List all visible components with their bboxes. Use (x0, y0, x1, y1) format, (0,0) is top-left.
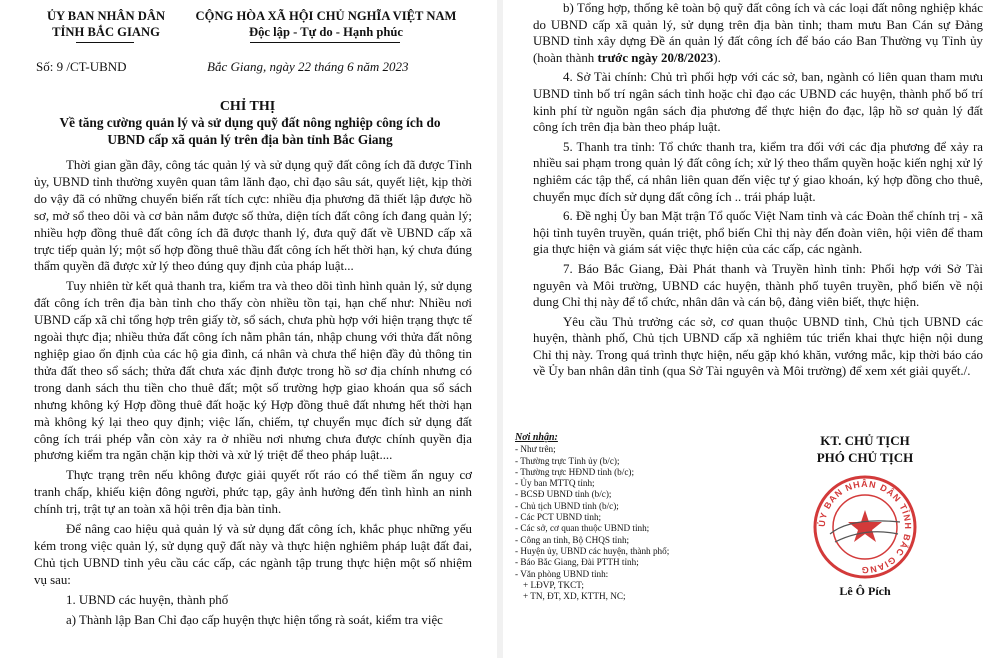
recipients-block (515, 432, 715, 602)
recipient-item: - Văn phòng UBND tỉnh: (515, 568, 609, 579)
paragraph: Yêu cầu Thủ trưởng các sở, cơ quan thuộc UBND tỉnh, Chủ tịch UBND các huyện, thành phố, Chủ tịch UBND cấp xã nghiêm túc triển khai thực hiện nội dung Chỉ thị này. Trong quá trình thực hiện, nếu gặp khó khăn, vướng mắc, kịp thời báo cáo về Ủy ban nhân dân tỉnh (qua Sở Tài nguyên và Môi trường) để xem xét giải quyết./. (533, 314, 983, 379)
recipient-item: - Thường trực HĐND tỉnh (b/c); (515, 466, 635, 477)
right-page (505, 0, 1000, 658)
document-subject: Về tăng cường quản lý và sử dụng quỹ đất nông nghiệp công ích do UBND cấp xã quản lý trên địa bàn tỉnh Bắc Giang (59, 115, 441, 147)
paragraph: Để nâng cao hiệu quả quản lý và sử dụng đất công ích, khắc phục những yếu kém trong việc quản lý, sử dụng quỹ đất này và thực hiện nghiêm pháp luật đất đai, Chủ tịch UBND tỉnh yêu cầu các cấp, các ngành tập trung thực hiện một số nhiệm vụ sau: (34, 522, 472, 587)
document-type: CHỈ THỊ (219, 99, 276, 114)
recipient-item: - Các PCT UBND tỉnh; (515, 512, 602, 523)
sign-title-1: KT. CHỦ TỊCH (820, 433, 910, 448)
paragraph: 1. UBND các huyện, thành phố (66, 592, 229, 607)
national-header (176, 8, 476, 40)
recipients-title: Nơi nhận: (515, 432, 558, 443)
left-body (34, 157, 472, 631)
paragraph: Thực trạng trên nếu không được giải quyết rốt ráo có thể tiềm ẩn nguy cơ tranh chấp, khiếu kiện đông người, phức tạp, gây ảnh hưởng đến tình hình an ninh chính trị, trật tự an toàn xã hội trên địa bàn tỉnh. (34, 468, 472, 517)
document-number: Số: 9 /CT-UBND (36, 59, 127, 74)
recipient-item: - BCSĐ UBND tỉnh (b/c); (515, 489, 612, 500)
paragraph: Thời gian gần đây, công tác quản lý và sử dụng quỹ đất công ích đã được Tỉnh ủy, UBND tỉnh thường xuyên quan tâm lãnh đạo, chỉ đạo sâu sát, quyết liệt, kịp thời do vậy đã có những chuyển biến rất tích cực: nhiều địa phương đã thiết lập được hồ sơ, mở sổ theo dõi và cơ bản nắm được số thửa, diện tích đất công ích đang quản lý; nhiều hợp đồng thuê đất công ích đã được thanh lý, đưa quỹ đất về UBND cấp xã trực tiếp quản lý; một số hợp đồng thuê thầu đất công ích hết thời hạn, ký chưa đúng thẩm quyền đã được xử lý theo đúng quy định của pháp luật... (34, 158, 472, 274)
right-body (533, 0, 983, 383)
paragraph: Tuy nhiên từ kết quả thanh tra, kiểm tra và theo dõi tình hình quản lý, sử dụng đất công ích trên địa bàn tỉnh cho thấy còn nhiều tồn tại, hạn chế như: Nhiều nơi UBND cấp xã chỉ tổng hợp trên giấy tờ, sổ sách, chưa phù hợp với hiện trạng thực tế ngoài thực địa; nhiều thửa đất công ích nằm phân tán, nhập chung với thửa đất nông nghiệp giao ổn định của các hộ gia đình, cá nhân và chưa thể hiện đầy đủ thông tin thửa đất theo sổ sách; thửa đất chưa xác định được trong hồ sơ địa chính nhưng có trong danh sách thu tiền cho thuê đất; một số trường hợp giao khoán qua sổ sách nhưng không ký Hợp đồng thuê đất hoặc ký Hợp đồng thuê đất nhưng hết thời hạn mà không ký lại theo quy định; việc lấn, chiếm, tự chuyển mục đích sử dụng đất công ích trái phép vẫn còn xảy ra ở nhiều nơi nhưng chưa được chính quyền địa phương kiểm tra ngăn chặn kịp thời và xử lý triệt để theo pháp luật.... (34, 279, 472, 463)
recipient-item: + LĐVP, TKCT; (523, 579, 584, 590)
issuer-line2: TỈNH BẮC GIANG (52, 25, 160, 39)
recipient-item: - Thường trực Tỉnh ủy (b/c); (515, 455, 620, 466)
signature-block (760, 432, 970, 599)
paragraph: 4. Sở Tài chính: Chủ trì phối hợp với các sở, ban, ngành có liên quan tham mưu UBND tỉnh bố trí ngân sách tỉnh hoặc chỉ đạo các UBND các huyện, thành phố bố trí kinh phí từ nguồn ngân sách địa phương để thực hiện đo đạc, lập hồ sơ quản lý đất công ích trên địa bàn theo pháp luật. (533, 70, 983, 135)
paragraph: 7. Báo Bắc Giang, Đài Phát thanh và Truyền hình tỉnh: Phối hợp với Sở Tài nguyên và Môi trường, UBND các huyện, thành phố tuyên truyền, phổ biến về nội dung Chỉ thị này để tổ chức, nhân dân và cán bộ, đảng viên biết, thực hiện. (533, 261, 983, 310)
recipient-item: - Ủy ban MTTQ tỉnh; (515, 478, 595, 489)
issuer-header (36, 8, 176, 40)
deadline-emphasis: trước ngày 20/8/2023 (597, 50, 714, 65)
recipient-item: - Huyện ủy, UBND các huyện, thành phố; (515, 545, 670, 556)
svg-text:ỦY BAN NHÂN DÂN TỈNH BẮC GIANG: ỦY BAN NHÂN DÂN TỈNH BẮC GIANG (816, 478, 914, 576)
motto-underline (250, 42, 400, 43)
paragraph: a) Thành lập Ban Chỉ đạo cấp huyện thực hiện tổng rà soát, kiểm tra việc (66, 612, 443, 627)
page-divider (497, 0, 503, 658)
para-b-end: ). (713, 50, 721, 65)
recipient-item: - Các sở, cơ quan thuộc UBND tỉnh; (515, 523, 650, 534)
document-date: Bắc Giang, ngày 22 tháng 6 năm 2023 (207, 59, 409, 74)
paragraph: 6. Đề nghị Ủy ban Mặt trận Tổ quốc Việt Nam tỉnh và các Đoàn thể chính trị - xã hội tỉnh tuyên truyền, quán triệt, phổ biến Chỉ thị này đến đoàn viên, hội viên để tham gia thực hiện và giám sát việc thực hiện của các cấp, các ngành. (533, 209, 983, 257)
issuer-underline (76, 42, 134, 43)
sign-title-2: PHÓ CHỦ TỊCH (816, 450, 914, 465)
official-seal-icon (810, 472, 920, 582)
recipient-item: - Chủ tịch UBND tỉnh (b/c); (515, 500, 619, 511)
issuer-line1: ỦY BAN NHÂN DÂN (46, 9, 166, 23)
recipient-item: - Như trên; (515, 444, 556, 455)
left-page (0, 0, 495, 658)
signer-name: Lê Ô Pích (839, 584, 891, 598)
nation-line1: CỘNG HÒA XÃ HỘI CHỦ NGHĨA VIỆT NAM (195, 9, 457, 23)
paragraph: 5. Thanh tra tỉnh: Tổ chức thanh tra, kiểm tra đối với các địa phương để xảy ra nhiều sai phạm trong quản lý đất công ích; xử lý theo thẩm quyền hoặc kiến nghị xử lý nghiêm các tập thể, cá nhân liên quan đến việc tự ý giao khoán, ký hợp đồng cho thuê, chuyển mục đích sử dụng đất công ích .. trái pháp luật. (533, 139, 983, 204)
recipient-item: + TN, ĐT, XD, KTTH, NC; (523, 591, 626, 602)
paragraph-b (533, 0, 983, 66)
nation-line2: Độc lập - Tự do - Hạnh phúc (249, 25, 403, 39)
recipient-item: - Báo Bắc Giang, Đài PTTH tỉnh; (515, 557, 639, 568)
recipient-item: - Công an tỉnh, Bộ CHQS tỉnh; (515, 534, 630, 545)
para-b-text: b) Tổng hợp, thống kê toàn bộ quỹ đất công ích và các loại đất nông nghiệp khác do UBND cấp xã quản lý, sử dụng trên địa bàn tỉnh; tham mưu Ban Cán sự Đảng UBND tỉnh xây dựng Đề án quản lý đất công ích để báo cáo Ban Thường vụ Tỉnh ủy (hoàn thành (533, 1, 983, 65)
